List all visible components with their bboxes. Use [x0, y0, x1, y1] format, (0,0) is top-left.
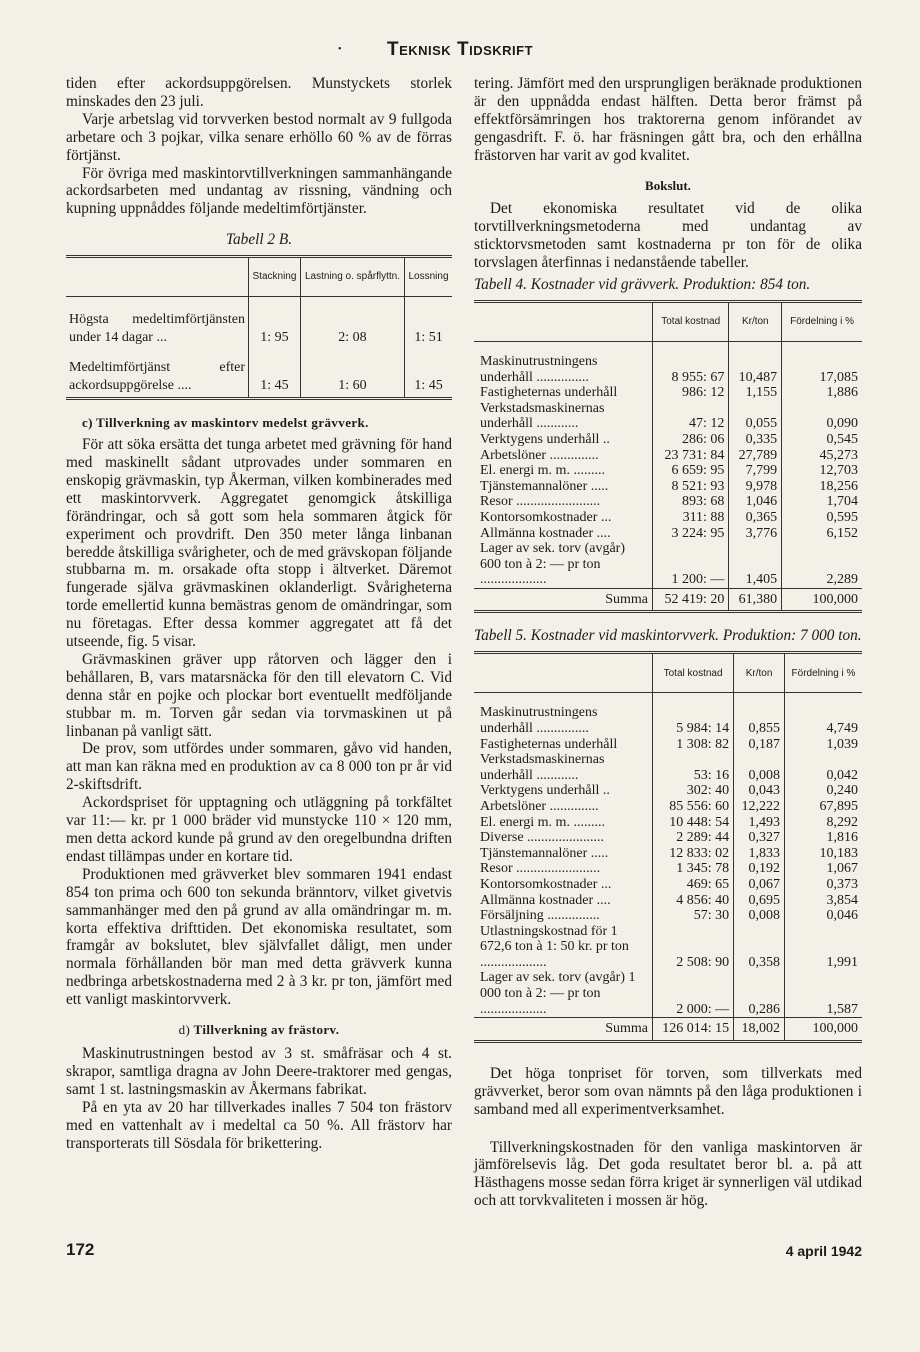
row-label: Verktygens underhåll .. [480, 783, 610, 799]
paragraph: tiden efter ackordsuppgörelsen. Munstyckets storlek minskades den 23 juli. [66, 75, 452, 110]
cell: 0,043 [734, 783, 785, 799]
table-row [474, 877, 862, 893]
table-row [474, 510, 862, 526]
cell: 1,039 [785, 737, 863, 753]
cell: 45,273 [782, 448, 862, 464]
row-label: Fastigheternas underhåll [480, 385, 618, 401]
cell: 1,405 [729, 541, 782, 588]
cell: 0,008 [734, 752, 785, 783]
table-row [66, 349, 452, 399]
table-header: Lossning [405, 257, 452, 297]
table-header-empty [474, 301, 653, 341]
cell: 0,240 [785, 783, 863, 799]
cell: 1,991 [785, 924, 863, 971]
cell: 1,493 [734, 815, 785, 831]
cell: 0,067 [734, 877, 785, 893]
table-row [474, 401, 862, 432]
cell: 2: 08 [300, 297, 404, 350]
left-column [66, 75, 452, 1152]
cell: 311: 88 [653, 510, 729, 526]
cell: 0,358 [734, 924, 785, 971]
cell: 3,854 [785, 893, 863, 909]
cell: 10 448: 54 [653, 815, 734, 831]
row-label: Resor ........................ [480, 861, 601, 877]
cell: 1 200: — [653, 541, 729, 588]
row-label: Högsta medeltimförtjänsten under 14 dagar ... [69, 312, 245, 346]
cell: 0,286 [734, 970, 785, 1017]
row-label: Resor ........................ [480, 494, 601, 510]
page-number: 172 [66, 1240, 95, 1259]
row-label: Försäljning ............... [480, 908, 600, 924]
cell: 3 224: 95 [653, 526, 729, 542]
sum-label: Summa [474, 1018, 653, 1042]
masthead: Teknisk Tidskrift [386, 39, 534, 60]
paragraph: Ackordspriset för upptagning och utläggning på torkfältet var 11:— kr. pr 1 000 bräder vid munstycke 110 × 120 mm, men detta ackord kunde på grund av den oregelbundna driften endast tillämpas under en kortare tid. [66, 794, 452, 865]
sum-row [474, 1018, 862, 1042]
row-label: Tjänstemannalöner ..... [480, 478, 609, 494]
cell: 1,046 [729, 494, 782, 510]
cell: 0,373 [785, 877, 863, 893]
cell: 12 833: 02 [653, 846, 734, 862]
table-row [474, 752, 862, 783]
table-header-empty [474, 653, 653, 693]
cell: 286: 06 [653, 432, 729, 448]
table-header: Kr/ton [729, 301, 782, 341]
cell: 27,789 [729, 448, 782, 464]
cell: 1,816 [785, 830, 863, 846]
row-label: Diverse ...................... [480, 830, 605, 846]
row-label: Utlastningskostnad för 1 672,6 ton à 1: 50 kr. pr ton ................... [480, 923, 629, 970]
paragraph: Det ekonomiska resultatet vid de olika torvtillverkningsmetoderna med undantag av sticktorvsmetoden samt kostnaderna pr ton för de olika torvslagen återfinnas i nedanstående tabeller. [474, 200, 862, 272]
sum-cell: 61,380 [729, 588, 782, 612]
table-row [474, 846, 862, 862]
row-label: Verkstadsmaskinernas underhåll ............ [480, 400, 605, 432]
table-row [474, 830, 862, 846]
table-row [474, 432, 862, 448]
table-row [474, 479, 862, 495]
table-header: Kr/ton [734, 653, 785, 693]
table-row [474, 341, 862, 385]
cell: 4 856: 40 [653, 893, 734, 909]
table-row [474, 799, 862, 815]
section-c-heading [66, 414, 452, 432]
row-label: Maskinutrustningens underhåll ............... [480, 353, 598, 385]
cell: 9,978 [729, 479, 782, 495]
row-label: Arbetslöner .............. [480, 798, 599, 814]
table-header: Lastning o. spårflyttn. [300, 257, 404, 297]
cell: 0,327 [734, 830, 785, 846]
cell: 0,695 [734, 893, 785, 909]
cell: 1: 45 [405, 349, 452, 399]
table-row [474, 970, 862, 1017]
row-label: Tjänstemannalöner ..... [480, 845, 609, 861]
issue-date: 4 april 1942 [785, 1243, 862, 1259]
table-header-empty [66, 257, 249, 297]
cell: 2,289 [782, 541, 862, 588]
paragraph: På en yta av 20 har tillverkades inalles 7 504 ton frästorv med en vattenhalt av i medeltal ca 50 %. All frästorv har transporterats till Sösdala för brikettering. [66, 1098, 452, 1152]
section-d-prefix: d) [178, 1022, 191, 1038]
row-label: El. energi m. m. ......... [480, 814, 605, 830]
row-label: El. energi m. m. ......... [480, 463, 605, 479]
cell: 0,595 [782, 510, 862, 526]
table-row [474, 494, 862, 510]
sum-row [474, 588, 862, 612]
paragraph: Varje arbetslag vid torvverken bestod normalt av 9 fullgoda arbetare och 3 pojkar, vilka senare erhöllo 60 % av de förras förtjänst. [66, 110, 452, 164]
table-header-row [474, 653, 862, 693]
table-row [474, 815, 862, 831]
table-header: Total kostnad [653, 301, 729, 341]
table-5 [474, 651, 862, 1042]
section-d-title: Tillverkning av frästorv. [193, 1022, 340, 1038]
sum-cell: 100,000 [782, 588, 862, 612]
row-label: Verktygens underhåll .. [480, 431, 610, 447]
sum-label: Summa [474, 588, 653, 612]
row-label: Kontorsomkostnader ... [480, 876, 612, 892]
cell: 12,703 [782, 463, 862, 479]
table4-caption: Tabell 4. Kostnader vid grävverk. Produktion: 854 ton. [474, 276, 811, 294]
paragraph: tering. Jämfört med den ursprungligen beräknade produktionen är den uppnådda endast hälften. Detta beror främst på effektförsämringen hos traktorerna genom införandet av gengasdrift. F. ö. har fräsningen gått bra, och den erhållna frästorven har varit av god kvalitet. [474, 75, 862, 164]
paragraph: De prov, som utfördes under sommaren, gåvo vid handen, att man kan räkna med en produktion av ca 8 000 ton pr år vid 2-skiftsdrift. [66, 740, 452, 794]
cell: 8 521: 93 [653, 479, 729, 495]
section-d-heading [66, 1021, 452, 1039]
section-c-title: Tillverkning av maskintorv medelst grävverk. [96, 415, 369, 431]
cell: 6,152 [782, 526, 862, 542]
cell: 302: 40 [653, 783, 734, 799]
table-row [474, 385, 862, 401]
table5-caption: Tabell 5. Kostnader vid maskintorvverk. Produktion: 7 000 ton. [474, 627, 862, 645]
cell: 0,365 [729, 510, 782, 526]
cell: 0,046 [785, 908, 863, 924]
cell: 7,799 [729, 463, 782, 479]
cell: 0,187 [734, 737, 785, 753]
right-column [474, 75, 862, 1210]
row-label: Allmänna kostnader .... [480, 525, 611, 541]
cell: 1,155 [729, 385, 782, 401]
table-row [474, 737, 862, 753]
cell: 1: 51 [405, 297, 452, 350]
cell: 1: 95 [249, 297, 301, 350]
paragraph: Maskinutrustningen bestod av 3 st. småfräsar och 4 st. skrapor, samtliga dragna av John Deere-traktorer med gengas, samt 1 st. lastningsmaskin av Åkermans fabrikat. [66, 1044, 452, 1098]
table-row [474, 924, 862, 971]
cell: 4,749 [785, 693, 863, 737]
cell: 0,545 [782, 432, 862, 448]
table-header: Total kostnad [653, 653, 734, 693]
sum-cell: 18,002 [734, 1018, 785, 1042]
cell: 23 731: 84 [653, 448, 729, 464]
cell: 1,886 [782, 385, 862, 401]
cell: 47: 12 [653, 401, 729, 432]
table2-caption: Tabell 2 B. [225, 231, 293, 249]
cell: 2 289: 44 [653, 830, 734, 846]
cell: 3,776 [729, 526, 782, 542]
table-row [474, 448, 862, 464]
cell: 1,587 [785, 970, 863, 1017]
cell: 0,335 [729, 432, 782, 448]
table-header-row [474, 301, 862, 341]
ornament-dot: • [338, 44, 342, 55]
paragraph: Det höga tonpriset för torven, som tillverkats med grävverket, beror som ovan nämnts på den låga produktionen i samband med all experimentverksamhet. [474, 1064, 862, 1118]
table-row [474, 908, 862, 924]
cell: 2 000: — [653, 970, 734, 1017]
cell: 0,042 [785, 752, 863, 783]
cell: 10,487 [729, 341, 782, 385]
cell: 53: 16 [653, 752, 734, 783]
row-label: Lager av sek. torv (avgår) 600 ton à 2: — pr ton ................... [480, 541, 625, 588]
cell: 8 955: 67 [653, 341, 729, 385]
cell: 8,292 [785, 815, 863, 831]
cell: 1,704 [782, 494, 862, 510]
cell: 10,183 [785, 846, 863, 862]
paragraph: Grävmaskinen gräver upp råtorven och lägger den i behållaren, B, vars matarsnäcka för den till elevatorn C. Vid denna står en pojke och plockar bort eventuellt medföljande stubbar m. m. Torven går sedan via torvmaskinen ut på linbanan på vanligt sätt. [66, 650, 452, 740]
paragraph: Produktionen med grävverket blev sommaren 1941 endast 854 ton prima och 600 ton sekunda bränntorv, vilket givetvis sammanhänger med den på grund av alla omändringar m. m. korta effektiva drifttiden. Det ekonomiska resultatet, som framgår av bokslutet, blev självfallet dåligt, men under normala förhållanden bör man med detta grävverk kunna nedbringa arbetskostnaderna med 2 à 3 kr. pr ton, jämfört med ett vanligt maskintorvverk. [66, 865, 452, 1009]
table-row [474, 463, 862, 479]
table-row [66, 297, 452, 350]
table-row [474, 541, 862, 588]
table-header: Fördelning i % [785, 653, 863, 693]
cell: 1 345: 78 [653, 861, 734, 877]
row-label: Arbetslöner .............. [480, 447, 599, 463]
cell: 1 308: 82 [653, 737, 734, 753]
sum-cell: 126 014: 15 [653, 1018, 734, 1042]
bokslut-heading: Bokslut. [645, 177, 691, 193]
row-label: Maskinutrustningens underhåll ............... [480, 705, 598, 736]
cell: 1: 60 [300, 349, 404, 399]
cell: 1,067 [785, 861, 863, 877]
table-header: Fördelning i % [782, 301, 862, 341]
row-label: Allmänna kostnader .... [480, 892, 611, 908]
cell: 0,192 [734, 861, 785, 877]
section-c-prefix: c) [82, 415, 93, 431]
table-row [474, 526, 862, 542]
cell: 469: 65 [653, 877, 734, 893]
row-label: Verkstadsmaskinernas underhåll ............ [480, 752, 605, 783]
row-label: Kontorsomkostnader ... [480, 509, 612, 525]
cell: 17,085 [782, 341, 862, 385]
table-2b [66, 255, 452, 400]
paragraph: Tillverkningskostnaden för den vanliga maskintorven är jämförelsevis låg. Det goda resultatet beror bl. a. på att Hästhagens mosse sedan förra kriget är synnerligen väl utdikad och att torvkvaliteten i mossen är hög. [474, 1138, 862, 1210]
cell: 18,256 [782, 479, 862, 495]
cell: 1: 45 [249, 349, 301, 399]
cell: 6 659: 95 [653, 463, 729, 479]
row-label: Medeltimförtjänst efter ackordsuppgörelse .... [69, 360, 245, 394]
row-label: Lager av sek. torv (avgår) 1 000 ton à 2: — pr ton ................... [480, 970, 636, 1017]
cell: 1,833 [734, 846, 785, 862]
cell: 986: 12 [653, 385, 729, 401]
cell: 2 508: 90 [653, 924, 734, 971]
cell: 0,855 [734, 693, 785, 737]
sum-cell: 100,000 [785, 1018, 863, 1042]
cell: 0,090 [782, 401, 862, 432]
table-4 [474, 300, 862, 614]
table-row [474, 861, 862, 877]
cell: 12,222 [734, 799, 785, 815]
paragraph: För att söka ersätta det tunga arbetet med grävning för hand med maskinellt sådant utprovades under sommaren en enskopig grävmaskin, typ Åkerman, vilken kombinerades med ett maskintorvverk. Aggregatet genomgick åtskilliga förändringar, och så gott som hela sommaren åtgick för experiment och provdrift. Den 350 meter långa linbanan beredde åtskilliga svårigheter, och de med grävskopan följande stubbarna m. m. orsakade ofta stopp i ältverket. Däremot fungerade själva grävmaskinen oklanderligt. Svårigheterna torde emellertid kunna bemästras genom de omändringar, som nu företagas. Efter dessa kommer aggregatet att få det utseende, fig. 5 visar. [66, 436, 452, 651]
cell: 67,895 [785, 799, 863, 815]
table-row [474, 693, 862, 737]
cell: 893: 68 [653, 494, 729, 510]
table-row [474, 893, 862, 909]
cell: 85 556: 60 [653, 799, 734, 815]
row-label: Fastigheternas underhåll [480, 736, 618, 752]
table-header: Stackning [249, 257, 301, 297]
cell: 5 984: 14 [653, 693, 734, 737]
cell: 0,008 [734, 908, 785, 924]
cell: 57: 30 [653, 908, 734, 924]
sum-cell: 52 419: 20 [653, 588, 729, 612]
table-row [474, 783, 862, 799]
paragraph: För övriga med maskintorvtillverkningen sammanhängande ackordsarbeten med undantag av rissning, vändning och kupning uppnåddes följande medeltimförtjänster. [66, 164, 452, 218]
cell: 0,055 [729, 401, 782, 432]
